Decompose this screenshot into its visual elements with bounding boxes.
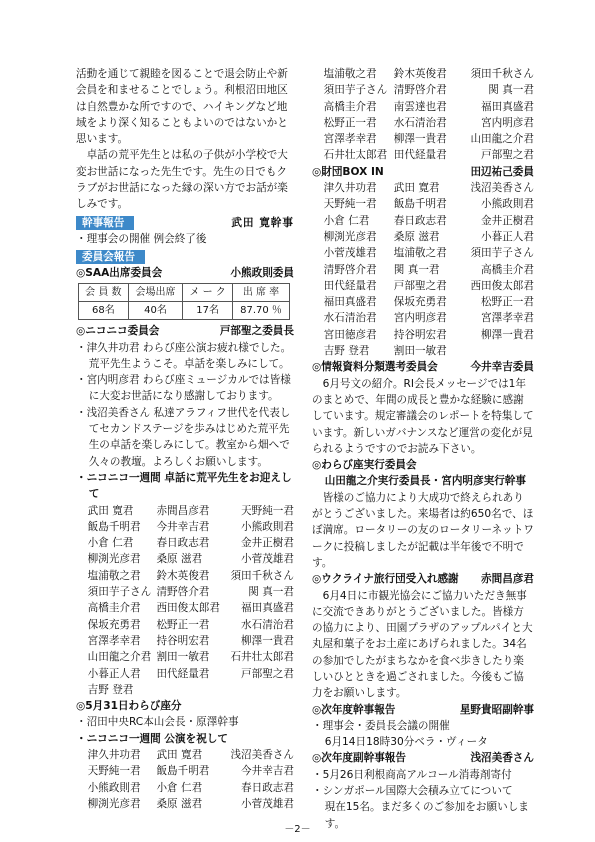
member-name: 宮澤孝幸君 xyxy=(481,312,534,325)
member-name: 松野正一君 xyxy=(481,296,534,309)
ukraine-heading xyxy=(312,571,534,587)
list-item: ・理事会・委員長会議の開催 xyxy=(312,719,450,732)
member-name: 武田 寛君 xyxy=(156,748,203,761)
warabi-body: 皆様のご協力により大成功で終えられありがとうございました。来場者は約650名で、ほぼ満席。ロータリーの友のロータリーネットワークに投稿しましたが記載は半年後で不明です。 xyxy=(312,491,534,569)
list-item: 6月14日18時30分ベラ・ヴィータ xyxy=(324,736,488,749)
member-name: 須田千秋さん xyxy=(230,569,294,582)
member-name: 宮澤孝幸君 xyxy=(87,634,141,647)
member-name: 小熊政則君 xyxy=(481,198,534,211)
page-number: －2－ xyxy=(284,824,311,835)
member-name: 柳澤一貴君 xyxy=(481,328,534,341)
member-name: 小菅茂雄君 xyxy=(241,553,294,566)
member-name: 西田俊太郎君 xyxy=(156,602,220,615)
member-name: 清野啓介君 xyxy=(323,263,377,276)
member-name: 福田真盛君 xyxy=(323,296,377,309)
member-name: 金井正樹君 xyxy=(241,537,294,550)
member-name: 柳渕光彦君 xyxy=(323,230,377,243)
table-cell: 40名 xyxy=(128,302,183,320)
member-name: 武田 寛君 xyxy=(87,504,134,517)
member-name: 須田芋子さん xyxy=(87,586,152,599)
niko-heading xyxy=(76,323,294,339)
member-name: 山田龍之介君 xyxy=(470,133,534,146)
committee-report-label: 委員会報告 xyxy=(76,250,145,264)
member-name: 浅沼美香さん xyxy=(230,748,294,761)
name-grid xyxy=(312,180,534,359)
ukraine-body: 6月4日に市観光協会にご協力いただき無事に交流できありがとうございました。皆様方の協力により、田園プラザのアップルパイと大丸屋和菓子をお土産にあげられました。34名の参加でしたがまちなかを食べ歩きしたり楽しいひとときを過ごされました。今後もご協力をお願いします。 xyxy=(312,589,533,700)
member-name: 天野純一君 xyxy=(323,198,377,211)
member-name: 金井正樹君 xyxy=(481,214,534,227)
member-name: 宮澤孝幸君 xyxy=(323,133,377,146)
next-fuku-person: 浅沼美香さん xyxy=(470,752,534,765)
name-grid xyxy=(76,503,294,699)
next-fuku-title: ◎次年度副幹事報告 xyxy=(312,752,406,765)
member-name: 塩浦敬之君 xyxy=(87,569,141,582)
member-name: 今井幸吉君 xyxy=(156,520,210,533)
member-name: 松野正一君 xyxy=(323,116,377,129)
member-name: 田代経量君 xyxy=(156,667,210,680)
ukraine-person: 赤間昌彦君 xyxy=(481,573,534,586)
niko-person: 戸部聖之委員長 xyxy=(219,325,294,338)
member-name: 宮田徳彦君 xyxy=(323,328,377,341)
niko-title: ◎ニコニコ委員会 xyxy=(76,325,160,338)
committee-report-header xyxy=(76,249,294,265)
member-name: 柳渕光彦君 xyxy=(87,553,141,566)
member-name: 須田芋子さん xyxy=(470,247,534,260)
member-name: 鈴木英俊君 xyxy=(156,569,210,582)
member-name: 小熊政則君 xyxy=(241,520,294,533)
member-name: 津久井功君 xyxy=(87,748,141,761)
name-grid xyxy=(312,66,534,164)
member-name: 高橋圭介君 xyxy=(87,602,141,615)
next-kanji-heading xyxy=(312,702,534,718)
kanji-report-person: 武田 寛幹事 xyxy=(231,216,294,229)
next-fuku-heading xyxy=(312,750,534,766)
member-name: 津久井功君 xyxy=(323,182,377,195)
member-name: 赤間昌彦君 xyxy=(156,504,210,517)
list-item: ・シンガポール国際大会積み立てについて xyxy=(312,785,513,798)
member-name: 関 真一君 xyxy=(248,586,294,599)
member-name: 吉野 登君 xyxy=(87,683,134,696)
member-name: 天野純一君 xyxy=(87,765,141,778)
zaidan-title: ◎財団BOX IN xyxy=(312,165,384,178)
kanji-report-body: ・理事会の開催 例会終了後 xyxy=(76,232,207,245)
member-name: 松野正一君 xyxy=(156,618,210,631)
table-header-cell: メ ー ク xyxy=(183,284,233,302)
member-name: 春日政志君 xyxy=(393,214,447,227)
member-name: 保坂充勇君 xyxy=(87,618,141,631)
member-name: 高橋圭介君 xyxy=(323,100,377,113)
niko-week-heading: ・ニコニコ一週間 卓話に荒平先生をお迎えして xyxy=(76,471,292,501)
member-name: 関 真一君 xyxy=(393,263,440,276)
member-name: 割田一敏君 xyxy=(156,651,210,664)
member-name: 小暮正人君 xyxy=(481,230,534,243)
member-name: 宮内明彦君 xyxy=(481,116,534,129)
list-item: ・浅沼美香さん 私達アラフィフ世代を代表してセカンドステージを歩みはじめた荒平先生の卓話を楽しみにして。教室から畑へで久々の教壇。よろしくお願いします。 xyxy=(76,406,291,468)
next-kanji-title: ◎次年度幹事報告 xyxy=(312,703,396,716)
table-header-cell: 出 席 率 xyxy=(233,284,290,302)
member-name: 桑原 滋君 xyxy=(156,553,203,566)
member-name: 須田千秋さん xyxy=(470,68,534,80)
member-name: 飯島千明君 xyxy=(156,765,210,778)
member-name: 清野啓介君 xyxy=(393,84,447,97)
member-name: 桑原 滋君 xyxy=(393,230,440,243)
list-item: 現在15名。まだ多くのご参加をお願いします。 xyxy=(324,801,529,830)
table-cell: 68名 xyxy=(79,302,129,320)
member-name: 吉野 登君 xyxy=(323,345,370,358)
member-name: 石井壮太郎君 xyxy=(323,149,388,162)
member-name: 須田芋子さん xyxy=(323,84,388,97)
joho-title: ◎情報資料分類選考委員会 xyxy=(312,361,438,374)
member-name: 柳渕光彦君 xyxy=(87,797,141,810)
joho-body: 6月号文の紹介。RI会長メッセージでは1年のまとめで、年間の成長と豊かな経験に感謝しています。規定審議会のレポートを特集しています。新しいガバナンスなど運営の変化が見られるようですのでお読み下さい。 xyxy=(312,377,534,455)
member-name: 塩浦敬之君 xyxy=(323,68,377,80)
zaidan-heading xyxy=(312,164,534,180)
table-cell: 17名 xyxy=(183,302,233,320)
member-name: 関 真一君 xyxy=(488,84,534,97)
member-name: 保坂充勇君 xyxy=(393,296,447,309)
joho-heading xyxy=(312,359,534,375)
member-name: 柳澤一貴君 xyxy=(241,634,294,647)
member-name: 清野啓介君 xyxy=(156,586,210,599)
member-name: 浅沼美香さん xyxy=(470,182,534,195)
kanji-report-header xyxy=(76,215,294,231)
kanji-report-label: 幹事報告 xyxy=(76,216,134,230)
member-name: 小菅茂雄君 xyxy=(241,797,294,810)
member-name: 小倉 仁君 xyxy=(156,781,203,794)
member-name: 戸部聖之君 xyxy=(393,279,447,292)
member-name: 持谷明宏君 xyxy=(393,328,447,341)
member-name: 小熊政則君 xyxy=(87,781,141,794)
left-column xyxy=(76,66,294,812)
member-name: 持谷明宏君 xyxy=(156,634,210,647)
may31-heading: ◎5月31日わらび座分 xyxy=(76,700,182,713)
warabi-sub: 山田龍之介実行委員長・宮内明彦実行幹事 xyxy=(324,475,526,488)
intro-paragraph: 活動を通じて親睦を図ることで退会防止や新会員を和ませることでしょう。利根沼田地区は自然豊かな所ですので、ハイキングなど地域をより深く知ることもよいのではないかと思います。 xyxy=(76,68,288,146)
member-name: 高橋圭介君 xyxy=(481,263,534,276)
member-name: 飯島千明君 xyxy=(393,198,447,211)
list-item: ・5月26日利根商高アルコール消毒剤寄付 xyxy=(312,768,512,781)
member-name: 水石清治君 xyxy=(241,618,294,631)
member-name: 春日政志君 xyxy=(156,537,210,550)
member-name: 塩浦敬之君 xyxy=(393,247,447,260)
name-grid xyxy=(76,747,294,812)
ukraine-title: ◎ウクライナ旅行団受入れ感謝 xyxy=(312,573,459,586)
warabi-heading: ◎わらび座実行委員会 xyxy=(312,459,417,472)
member-name: 鈴木英俊君 xyxy=(393,68,447,80)
member-name: 水石清治君 xyxy=(393,116,447,129)
member-name: 西田俊太郎君 xyxy=(470,279,534,292)
member-name: 水石清治君 xyxy=(323,312,377,325)
saa-title: ◎SAA出席委員会 xyxy=(76,266,163,279)
member-name: 戸部聖之君 xyxy=(481,149,534,162)
next-kanji-person: 星野貴昭副幹事 xyxy=(459,703,534,716)
table-cell: 87.70 ％ xyxy=(233,302,290,320)
member-name: 小暮正人君 xyxy=(87,667,141,680)
member-name: 天野純一君 xyxy=(241,504,294,517)
may31-week-heading: ・ニコニコ一週間 公演を祝して xyxy=(76,732,228,745)
attendance-table xyxy=(78,283,290,320)
may31-line: ・沼田中央RC本山会長・原澤幹事 xyxy=(76,716,239,729)
member-name: 石井壮太郎君 xyxy=(230,651,294,664)
right-column xyxy=(312,66,534,832)
zaidan-person: 田辺祐己委員 xyxy=(470,165,534,178)
table-header-cell: 会場出席 xyxy=(128,284,183,302)
member-name: 小菅茂雄君 xyxy=(323,247,377,260)
list-item: ・津久井功君 わらび座公演お疲れ様でした。荒平先生ようこそ。卓話を楽しみにして。 xyxy=(76,341,292,370)
member-name: 桑原 滋君 xyxy=(156,797,203,810)
saa-heading xyxy=(76,265,294,281)
joho-person: 今井幸吉委員 xyxy=(470,361,534,374)
member-name: 柳澤一貴君 xyxy=(393,133,447,146)
member-name: 春日政志君 xyxy=(241,781,294,794)
member-name: 山田龍之介君 xyxy=(87,651,152,664)
member-name: 田代経量君 xyxy=(393,149,447,162)
intro-paragraph: 卓話の荒平先生とは私の子供が小学校で大変お世話になった先生です。先生の日でもクラブがお世話になった縁の深い方でお話が楽しみです。 xyxy=(76,149,288,211)
member-name: 武田 寛君 xyxy=(393,182,440,195)
member-name: 割田一敏君 xyxy=(393,345,447,358)
member-name: 戸部聖之君 xyxy=(241,667,294,680)
table-header-cell: 会 員 数 xyxy=(79,284,129,302)
member-name: 小倉 仁君 xyxy=(87,537,134,550)
member-name: 福田真盛君 xyxy=(481,100,534,113)
list-item: ・宮内明彦君 わらび座ミュージカルでは皆様に大変お世話になり感謝しております。 xyxy=(76,374,291,403)
member-name: 飯島千明君 xyxy=(87,520,141,533)
member-name: 今井幸吉君 xyxy=(241,765,294,778)
member-name: 小倉 仁君 xyxy=(323,214,370,227)
member-name: 宮内明彦君 xyxy=(393,312,447,325)
member-name: 田代経量君 xyxy=(323,279,377,292)
member-name: 南雲達也君 xyxy=(393,100,447,113)
saa-person: 小熊政則委員 xyxy=(230,266,294,279)
member-name: 福田真盛君 xyxy=(241,602,294,615)
